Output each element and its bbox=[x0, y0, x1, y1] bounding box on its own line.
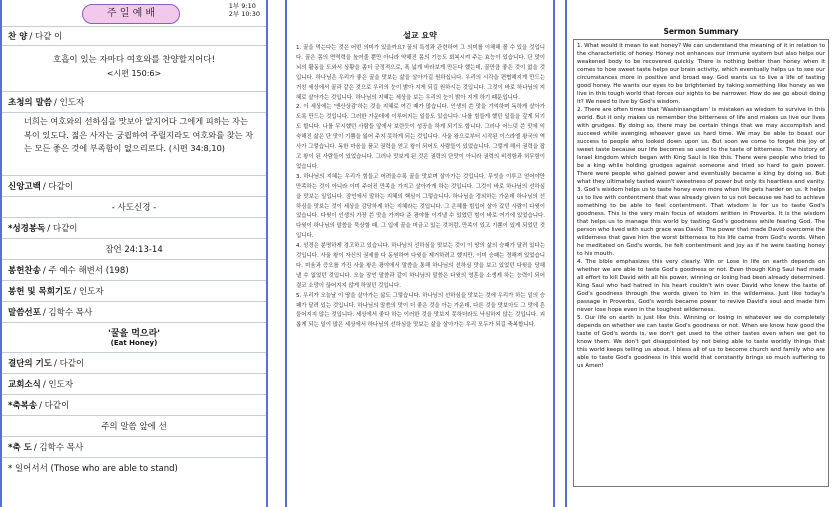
offering-label: 봉헌찬송 bbox=[8, 266, 41, 276]
news-label: 교회소식 bbox=[8, 380, 41, 390]
english-summary-title: Sermon Summary bbox=[663, 27, 739, 36]
korean-paragraph-1: 1. 꿀을 먹는다는 것은 어떤 의미가 있을까요? 꿀의 특성과 관련하여 그 의미를 이해해 볼 수 있을 것입니다. 꿀은 몸의 면역력을 높여줄 뿐만 아니라 약해진 몸의 기능도 회복시켜 주는 효능이 있습니다. 단 맛이 뇌의 활동을 도와서 상황을 좀더 긍정적으로, 폭 넓게 바라보게 만든다 했는데, 꿀만큼 좋은 것이 없을 것입니다. 하나님은 우리가 좋은 꿀을 맛보는 삶을 살아가길 원하십니다. 우리의 시각을 편협해지게 만드는 거친 세상에서 꿀과 같은 것으로 우리의 눈이 밝아 지게 되길 원하시는 것입니다. 그것이 바로 하나님의 지혜로 살아가는 것입니다. 하나님의 지혜는 세상을 보는 우리의 눈이 밝아 지게 하기 때문입니다. bbox=[296, 45, 545, 101]
invocation-label: 초청의 말씀 bbox=[8, 98, 53, 108]
offering-prayer-label: 봉헌 및 목회기도 bbox=[8, 287, 72, 297]
service-time-1: 1부 9:10 bbox=[228, 2, 256, 10]
call-to-worship bbox=[2, 45, 266, 91]
english-summary-box bbox=[573, 39, 829, 487]
call-ref: <시편 150:6> bbox=[106, 69, 162, 78]
sermon-title: '꿀을 먹으라' bbox=[107, 329, 161, 339]
news-row bbox=[2, 373, 266, 394]
korean-paragraph-3: 3. 하나님의 지혜는 우리가 힘들고 어려울수록 꿀을 맛보며 살아가는 것입니다. 무엇을 이루고 얻어야만 만족하는 것이 아니라 이미 주어진 만족을 가지고 살아가게 하는 것입니다. 그것이 바로 하나님의 선하심을 맛보는 일입니다. 잠언에서 말하는 지혜의 핵심이 그렇습니다. 하나님을 경외하는 가운데 하나님의 선하심을 맛보는 것이 세상을 감당하게 하는 지혜라는 것입니다. 그 은혜를 힘입어 살아 갔던 사람이 다윗이었습니다. 다윗이 인생의 가장 쓴 맛을 가져다 준 광야를 이겨낼 수 있었던 힘이 바로 여기에 있었습니다. 다윗이 하나님의 말씀을 묵상할 때, 그 입에 꿀을 머금고 있는 것처럼, 만족이 있고 기쁨이 있게 되었던 것입니다. bbox=[296, 173, 545, 240]
benediction-who: / 김학수 목사 bbox=[33, 443, 84, 453]
order-of-worship-page bbox=[0, 0, 268, 507]
sermon-who: / 김학수 목사 bbox=[42, 308, 93, 318]
sermon-row bbox=[2, 301, 266, 322]
reading-label: *성경봉독 bbox=[8, 224, 46, 234]
benediction-label: *축 도 bbox=[8, 443, 32, 453]
invocation-text: 너희는 여호와의 선하심을 맛보아 알지어다 그에게 피하는 자는 복이 있도다. 젊은 사자는 궁핍하여 주릴지라도 여호와를 찾는 자는 모든 좋은 것에 부족함이 없으리로다. (시편 34:8,10) bbox=[2, 112, 266, 175]
creed-label: 신앙고백 bbox=[8, 182, 41, 192]
sermon-label: 말씀선포 bbox=[8, 308, 41, 318]
page-title: 주 일 예 배 bbox=[82, 4, 180, 24]
doxology-row bbox=[2, 394, 266, 415]
service-times bbox=[229, 2, 260, 18]
english-summary-page bbox=[565, 0, 835, 507]
offering-who: / 주 예수 해변서 (198) bbox=[42, 266, 129, 276]
standing-note: * 일어서서 (Those who are able to stand) bbox=[2, 457, 266, 478]
creed-row bbox=[2, 175, 266, 196]
reading-who: / 다같이 bbox=[47, 224, 78, 234]
invocation-who: / 인도자 bbox=[54, 98, 85, 108]
doxology-text: 주의 말씀 앞에 선 bbox=[2, 415, 266, 436]
reading-ref: 잠언 24:13-14 bbox=[2, 238, 266, 259]
creed-text: - 사도신경 - bbox=[2, 196, 266, 217]
news-who: / 인도자 bbox=[42, 380, 74, 390]
decision-label: 결단의 기도 bbox=[8, 359, 53, 369]
korean-paragraph-5: 5. 우리가 오늘날 이 땅을 살아가는 삶도 그렇습니다. 하나님의 선하심을 맛보는 것에 우리가 하는 일의 승패가 달려 있는 것입니다. 하나님의 말씀의 맛이 더 좋은 것을 아는 가운데, 다른 것을 맛보아도 그 맛에 흔들어지지 않는 것입니다. 세상에서 좋다 하는 이러한 것을 맛보지 못하더라도 낙심하지 않는 것입니다. 괴롭게 되는 일이 많은 세상에서 하나님의 선하심을 맛보는 삶을 살아가는 우리 모두가 되길 축복합니다. bbox=[296, 292, 545, 329]
offering-prayer-who: / 인도자 bbox=[73, 287, 104, 297]
sermon-title-block bbox=[2, 322, 266, 352]
offering-row bbox=[2, 259, 266, 280]
sermon-title-en: (Eat Honey) bbox=[110, 339, 158, 347]
korean-summary-title: 설교 요약 bbox=[403, 31, 437, 40]
english-paragraph-4: 4. The bible emphasizes this very clearly. Win or Lose in life on earth depends on whether we are able to taste God's goodness or not. Even though King Saul had made all effort to kill David with all his power, winning or losing had been already determined. King Saul who had hatred in his heart couldn't win over David who knew the taste of God's goodness through the words given to him in the wilderness. Just like today's passage in Proverbs, God's words became power to revive David's soul and made him never lose hope even in the toughest wilderness. bbox=[577, 259, 825, 313]
english-paragraph-2: 2. There are often times that 'Washinsangdam' is mistaken as wisdom to survive in this world. But it only makes us remember the bitterness of life and makes us live our lives with grudges. By doing so, there may be certain things that we may accomplish and succeed while avenging whoever gave us hard time. We may be able to boast our success to people who looked down upon us. But soon we come to forget the joy of sweet taste because our life becomes so used to the taste of bitterness. The history of Israel kingdom which began with King Saul is like this. There were people who tried to be a king while holding grudges against someone and tried so hard to gain power. There were people who gained power and eventually became a king by doing so. But what they ultimately tasted wasn't sweetness of power but only its heartless and vanity. bbox=[577, 107, 825, 185]
decision-who: / 다같이 bbox=[54, 359, 85, 369]
header bbox=[2, 0, 266, 26]
reading-row bbox=[2, 217, 266, 238]
offering-prayer-row bbox=[2, 280, 266, 301]
hymn-row bbox=[2, 26, 266, 45]
service-time-2: 2부 10:30 bbox=[228, 10, 260, 18]
invocation-row bbox=[2, 91, 266, 112]
english-paragraph-5: 5. Our life on earth is just like this. Winning or losing in whatever we do completely depends on whether we can taste God's goodness or not. When we know how good the taste of God's words is, we don't get used to the other tastes even when we get to know them. We don't get disappointed by not being able to taste worldly things that this world keeps telling us about. I bless all of us to become church and family who are able to taste God's goodness in this world that constantly brings so much suffering to us Amen! bbox=[577, 315, 825, 369]
decision-row bbox=[2, 352, 266, 373]
korean-paragraph-2: 2. 이 세상에는 '앤산상감'하는 것을 지혜로 여긴 때가 많습니다. 인생의 쓴 맛을 기억하며 독하게 살아가도록 만드는 것입니다. 그러한 가운데에 이루어지는 일들도 있습니다. 나를 힘들게 했던 일들을 갚게 되기도 합니다. 나를 무시했던 사람들 앞에서 보란듯이 성공을 하게 되기도 합니다. 그러나 어느덧 쓴 맛에 익숙해진 삶은 단 맛이 기쁨을 잃어 주지 못하게 되는 것입니다. 사울 왕으로부터 시작된 이스라엘 왕국의 역사가 그렇습니다. 독한 마음을 품고 권력을 얻고 왕이 되어도 사람들이 있었습니다. 그렇게 해서 권력을 잡고 왕이 된 사람들이 있었습니다. 그러나 맛보게 된 것은 권력의 단맛이 아니라 권력의 비정함과 허무함이었습니다. bbox=[296, 104, 545, 170]
call-text: 호흡이 있는 자마다 여호와를 찬양할지어다! bbox=[52, 55, 215, 65]
english-paragraph-3: 3. God's wisdom helps us to taste honey even more when life gets harder on us. It helps us to live with contentment that was already given to us not because we had to achieve something to be able to feel contentment. That wisdom is for us to taste God's goodness. This is the very main focus of wisdom written in Proverbs. It is the wisdom that helps us to manage this world by tasting God's goodness while fearing God. The person who lived with such grace was David. The power that made David overcome the wilderness that gave him the worst bitterness to his life came from God's words. When he meditated on God's words, he felt contentment and joy as if he were tasting honey to his mouth. bbox=[577, 187, 825, 257]
creed-who: / 다같이 bbox=[42, 182, 74, 192]
hymn-label: 찬 양 bbox=[8, 32, 28, 42]
english-paragraph-1: 1. What would it mean to eat honey? We can understand the meaning of it in relation to the characteristic of honey. Honey not enhances our immune system but also helps our weakened body to be recovered quickly. There is nothing better than honey when it comes to how sweet taste helps our brain activity, which eventually helps us to see our circumstances more in positive and broad way. God wants us to live a life of tasting good honey. He wants our eyes to be brightened by taking something like honey as we live in this tough world that forces our sights to be narrower. How do we go about doing it? We need to live by God's wisdom. bbox=[577, 43, 825, 105]
korean-summary-page bbox=[285, 0, 555, 507]
korean-summary-body bbox=[287, 44, 553, 331]
doxology-who: / 다같이 bbox=[39, 401, 70, 411]
doxology-label: *축복송 bbox=[8, 401, 38, 411]
benediction-row bbox=[2, 436, 266, 457]
korean-paragraph-4: 4. 성경은 분명하게 경고하고 있습니다. 하나님의 선하심을 맛보는 것이 이 땅의 삶의 승패가 달려 있다는 것입니다. 사울 왕이 자신의 권세를 다 동원하여 다윗을 제거하려고 했지만, 이미 승패는 정해져 있었습니다. 미움과 증오를 가진 사울 왕은 광야에서 말씀을 통해 하나님의 선하심 맛을 보고 있었던 다윗을 당해 낼 수 없었던 것입니다. 오늘 잠언 말씀과 같이 하나님의 말씀은 다윗의 영혼을 소생케 하는 능력이 되어 결코 소망이 끊어지지 않게 하였던 것입니다. bbox=[296, 243, 545, 289]
hymn-who: / 다같 이 bbox=[29, 32, 63, 42]
